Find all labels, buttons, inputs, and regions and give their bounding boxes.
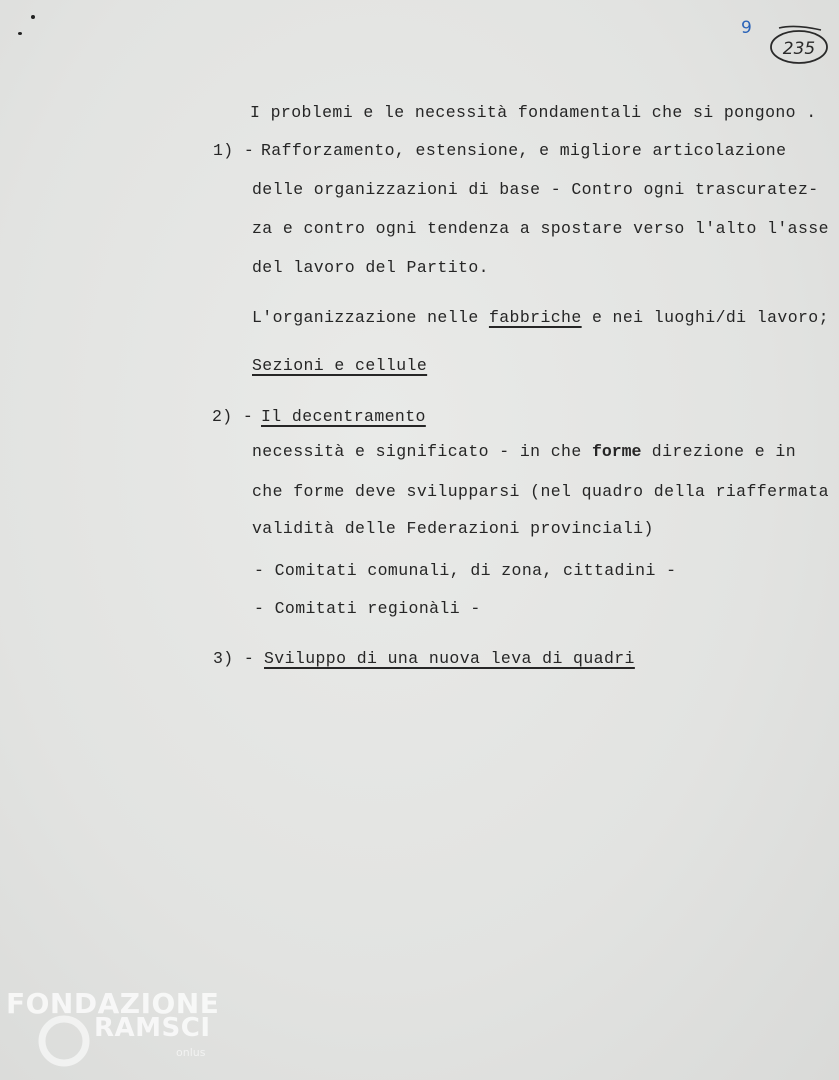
watermark-g-ring: [42, 1019, 86, 1063]
struck-out-word: forme: [591, 442, 642, 461]
point-1-line-2: delle organizzazioni di base - Contro ogni trascuratez-: [252, 180, 819, 199]
watermark-line-2: RAMSCI: [94, 1013, 211, 1043]
document-heading: I problemi e le necessità fondamentali che si pongono .: [250, 103, 817, 122]
point-2-number: 2) -: [212, 407, 254, 426]
watermark-line-3: onlus: [176, 1046, 206, 1059]
point-1-line-3: za e contro ogni tendenza a spostare verso l'alto l'asse: [252, 219, 829, 238]
page-number-handwritten: 9: [741, 18, 752, 38]
point-2-bullet-1: - Comitati comunali, di zona, cittadini -: [254, 561, 677, 580]
org-suffix: e nei luoghi/di lavoro;: [581, 308, 829, 327]
sezioni-e-cellule: Sezioni e cellule: [252, 356, 428, 375]
archive-number-stamp: [767, 24, 829, 66]
fondazione-gramsci-watermark: [6, 986, 236, 1076]
point-1-line-1: Rafforzamento, estensione, e migliore articolazione: [261, 141, 787, 160]
fabbriche-underlined: fabbriche: [488, 308, 582, 327]
point-2-bullet-2: - Comitati regionàli -: [254, 599, 481, 618]
point-3-title: Sviluppo di una nuova leva di quadri: [264, 649, 635, 668]
line-1-prefix: necessità e significato - in che: [252, 442, 592, 461]
point-2-title: Il decentramento: [261, 407, 426, 426]
point-1-number: 1) -: [213, 141, 255, 160]
archive-number-text: 235: [782, 39, 816, 59]
point-3-number: 3) -: [213, 649, 255, 668]
point-1-line-4: del lavoro del Partito.: [252, 258, 489, 277]
org-prefix: L'organizzazione nelle: [252, 308, 489, 327]
watermark-line-1: FONDAZIONE: [6, 987, 220, 1020]
point-1-organization-line: [252, 308, 829, 328]
ink-speck: [18, 32, 22, 35]
point-2-line-1: [252, 442, 796, 462]
line-1-suffix: direzione e in: [641, 442, 796, 461]
ink-speck: [31, 15, 35, 19]
point-2-line-3: validità delle Federazioni provinciali): [252, 519, 654, 538]
point-2-line-2: che forme deve svilupparsi (nel quadro della riaffermata: [252, 482, 829, 501]
